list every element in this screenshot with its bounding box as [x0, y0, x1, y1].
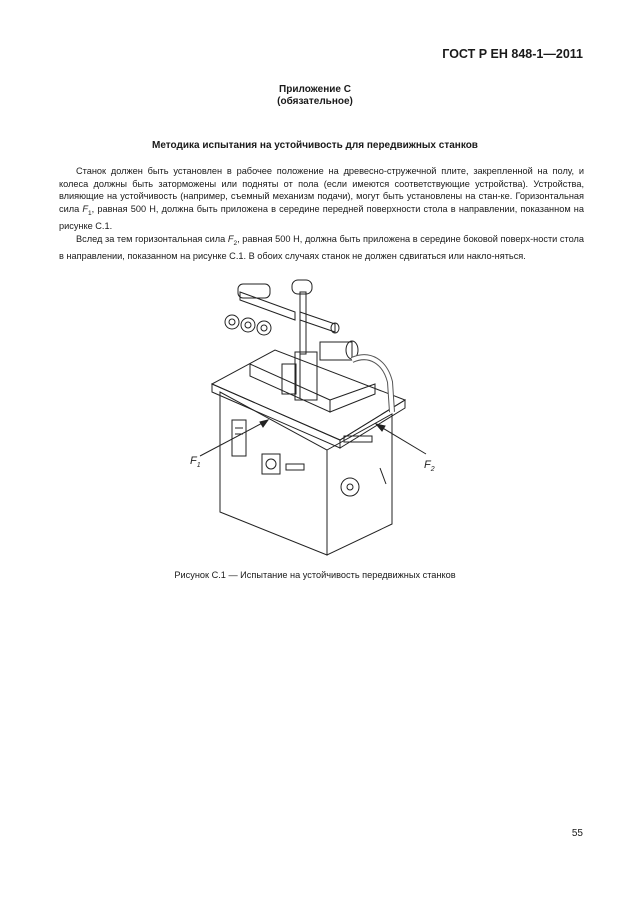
feeder-head: [238, 284, 270, 298]
force-f1-index: 1: [88, 209, 92, 217]
force-f2-symbol: F: [227, 233, 234, 244]
switch-box: [262, 454, 280, 474]
feeder-arm: [240, 292, 295, 320]
figure-c1: [180, 272, 450, 562]
annex-status: (обязательное): [277, 96, 353, 107]
roller-3: [257, 321, 271, 335]
force-f1-arrow: [200, 420, 268, 456]
paragraph-1-part-b: , равная 500 Н, должна быть приложена в середине передней поверхности стола в направлении, показанном на рисунке С.1.: [59, 203, 584, 232]
fence: [250, 364, 330, 412]
feeder-column: [300, 292, 306, 354]
body-text: [59, 165, 584, 263]
switch-knob: [266, 459, 276, 469]
label-f2: $F_2$: [424, 459, 435, 473]
paragraph-1: [59, 165, 584, 233]
label-f1: $F_1$: [190, 455, 201, 469]
machine-illustration: [180, 272, 450, 557]
document-code: ГОСТ Р ЕН 848-1—2011: [442, 47, 583, 61]
annex-title: Приложение С: [279, 84, 351, 95]
paragraph-1-part-a: Станок должен быть установлен в рабочее положение на древесно-стружечной плите, закрепленной на полу, и колеса должны быть заторможены или подняты от пола (если имеются соответствующие устройства). Устройства, влияющие на устойчивость (например, съемный механизм подачи), могут быть установлены на стан-ке. Горизонтальная сила: [59, 166, 584, 214]
roller-2: [241, 318, 255, 332]
button-strip: [286, 464, 304, 470]
force-f2-arrowhead: [376, 424, 385, 431]
cabinet-side: [327, 414, 392, 555]
force-f1-arrowhead: [260, 420, 268, 427]
handwheel: [341, 478, 359, 496]
paragraph-2: [59, 233, 584, 263]
force-f1-symbol: F: [82, 203, 88, 214]
page-number: 55: [571, 828, 583, 839]
roller-1-hub: [229, 319, 235, 325]
arm-extension: [300, 312, 335, 332]
roller-1: [225, 315, 239, 329]
table-front-edge: [212, 384, 340, 448]
paragraph-2-part-b: , равная 500 Н, должна быть приложена в середине боковой поверх-ности стола в направлении, показанном на рисунке С.1. В обоих случаях станок не должен сдвигаться или накло-няться.: [59, 233, 585, 262]
paragraph-2-part-a: Вслед за тем горизонтальная сила: [76, 233, 228, 244]
section-title: Методика испытания на устойчивость для передвижных станков: [152, 140, 478, 151]
handwheel-hub: [347, 484, 353, 490]
roller-3-hub: [261, 325, 267, 331]
annex-heading: [0, 84, 630, 108]
force-f2-index: 2: [233, 239, 238, 247]
figure-caption: Рисунок С.1 — Испытание на устойчивость передвижных станков: [174, 570, 456, 580]
roller-2-hub: [245, 322, 251, 328]
fence-side: [330, 384, 375, 412]
side-lever: [380, 468, 386, 484]
